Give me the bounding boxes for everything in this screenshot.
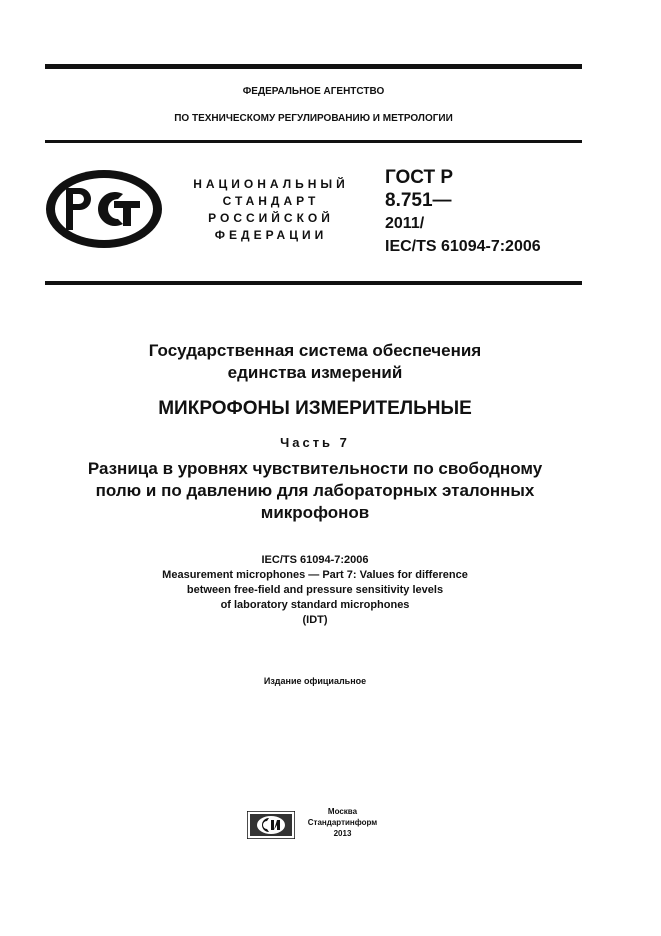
system-title-line-1: Государственная система обеспечения <box>148 341 482 360</box>
subtitle-line-1: Разница в уровнях чувствительности по свободному <box>87 459 543 478</box>
header-rule <box>45 140 582 143</box>
gost-line-4: IEC/TS 61094-7:2006 <box>385 238 541 255</box>
main-title: МИКРОФОНЫ ИЗМЕРИТЕЛЬНЫЕ <box>158 398 472 419</box>
subtitle-line-2: полю и по давлению для лабораторных эталонных <box>95 481 535 500</box>
national-line: НАЦИОНАЛЬНЫЙ <box>193 177 349 191</box>
gost-line-3: 2011/ <box>385 215 425 232</box>
rst-emblem-icon <box>44 168 164 255</box>
standartinform-logo-icon <box>247 811 295 844</box>
subtitle-line-3: микрофонов <box>260 503 370 522</box>
english-title-block <box>80 553 550 628</box>
gost-designation <box>385 166 541 258</box>
publisher-info <box>305 806 380 839</box>
agency-line-1: ФЕДЕРАЛЬНОЕ АГЕНТСТВО <box>242 86 385 97</box>
publisher-name: Стандартинформ <box>307 818 378 827</box>
english-line-1: IEC/TS 61094-7:2006 <box>261 554 369 566</box>
english-line-5: (IDT) <box>302 614 328 626</box>
national-line: РОССИЙСКОЙ <box>208 211 334 225</box>
subtitle <box>40 458 590 524</box>
publisher-city: Москва <box>327 807 358 816</box>
national-standard-label <box>176 176 366 244</box>
gost-line-2: 8.751— <box>385 190 452 211</box>
standard-block-rule <box>45 281 582 285</box>
english-line-2: Measurement microphones — Part 7: Values for difference <box>162 569 468 581</box>
gost-line-1: ГОСТ Р <box>385 167 454 188</box>
agency-line-2: ПО ТЕХНИЧЕСКОМУ РЕГУЛИРОВАНИЮ И МЕТРОЛОГИИ <box>174 113 453 124</box>
system-title-line-2: единства измерений <box>227 363 403 382</box>
part-label: Часть 7 <box>280 435 350 450</box>
english-line-3: between free-field and pressure sensitivity levels <box>186 584 444 596</box>
national-line: СТАНДАРТ <box>222 194 320 208</box>
edition-label: Издание официальное <box>263 676 367 686</box>
top-rule <box>45 64 582 69</box>
publisher-year: 2013 <box>333 829 352 838</box>
system-title <box>60 340 570 384</box>
english-line-4: of laboratory standard microphones <box>220 599 410 611</box>
national-line: ФЕДЕРАЦИИ <box>214 228 328 242</box>
